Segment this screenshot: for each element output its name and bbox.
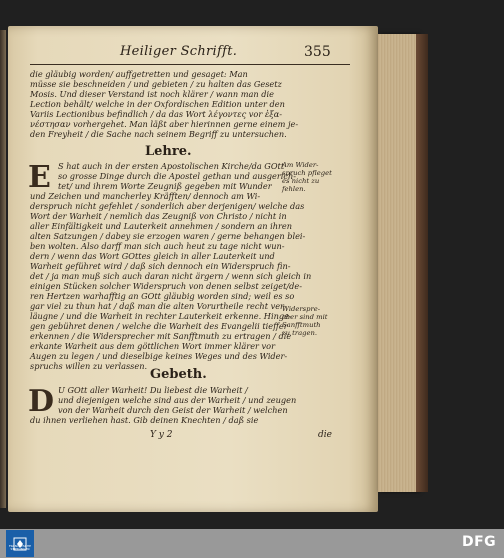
- margin-note-line: spruch pfleget: [282, 169, 332, 177]
- institution-logo-caption: FRANCKESCHE STIFTUNGEN: [8, 544, 32, 551]
- body-line: einigen Stücken solcher Widerspruch von denen selbst zeiget/de-: [30, 281, 302, 291]
- body-line: Mosis. Und dieser Verstand ist noch klärer / wann man die: [30, 89, 274, 99]
- body-line: gar viel zu thun hat / daß man die alten Vorurtheile recht ver-: [30, 301, 287, 311]
- margin-note-line: cher sind mit: [282, 313, 328, 321]
- body-line: Warheit geführet wird / daß sich dennoch ein Widerspruch fin-: [30, 261, 291, 271]
- body-line: tet/ und ihrem Worte Zeugniß gegeben mit Wunder: [58, 181, 272, 191]
- decorated-initial: D: [28, 384, 55, 419]
- body-line: und Zeichen und mancherley Kräfften/ dennoch am Wi-: [30, 191, 261, 201]
- body-line: ren Hertzen warhafftig an GOtt gläubig worden sind; weil es so: [30, 291, 295, 301]
- body-line: erkante Warheit aus dem göttlichen Wort immer klärer vor: [30, 341, 276, 351]
- body-line: von der Warheit durch den Geist der Warheit / welchen: [58, 405, 288, 415]
- body-line: Wort der Warheit / nemlich das Zeugniß von Christo / nicht in: [30, 211, 287, 221]
- body-line: spruchs willen zu verlassen.: [30, 361, 148, 371]
- section-heading-lehre: Lehre.: [145, 144, 192, 159]
- book-cover: [416, 34, 428, 492]
- body-line: Lection behält/ welche in der Oxfordischen Edition unter den: [30, 99, 285, 109]
- running-head: Heiliger Schrifft.: [120, 44, 238, 59]
- page-number: 355: [304, 44, 331, 60]
- body-line: νέστησαν vorhergehet. Man läßt aber hierinnen gerne einem je-: [30, 119, 299, 129]
- body-line: läugne / und die Warheit in rechter Lauterkeit erkenne. Hinge-: [30, 311, 292, 321]
- dfg-logo[interactable]: DFG: [462, 534, 497, 550]
- body-line: den Freyheit / die Sache nach seinem Begriff zu untersuchen.: [30, 129, 287, 139]
- body-line: dern / wenn das Wort GOttes gleich in aller Lauterkeit und: [30, 251, 275, 261]
- catchword: die: [318, 430, 332, 440]
- signature-mark: Y y 2: [150, 430, 173, 440]
- margin-note-line: Sanfftmuth: [282, 321, 321, 329]
- body-line: det / ja man muß sich auch daran nicht ärgern / wenn sich gleich in: [30, 271, 312, 281]
- margin-note-line: zu tragen.: [282, 329, 318, 337]
- body-line: S hat auch in der ersten Apostolischen Kirche/da GOtt: [58, 161, 285, 171]
- body-line: Augen zu legen / und dieselbige keines Weges und des Wider-: [30, 351, 288, 361]
- body-line: die gläubig worden/ auffgetretten und gesaget: Man: [30, 69, 248, 79]
- body-line: derspruch nicht gefehlet / sonderlich aber derjenigen/ welche das: [30, 201, 305, 211]
- decorated-initial: E: [28, 160, 51, 195]
- body-line: Variis Lectionibus befindlich / da das Wort λέγοντες vor ἐξα-: [30, 109, 283, 119]
- body-line: und diejenigen welche sind aus der Warheit / und zeugen: [58, 395, 297, 405]
- body-line: erkennen / die Widersprecher mit Sanfftmuth zu ertragen / die: [30, 331, 292, 341]
- margin-note-line: fehlen.: [282, 185, 306, 193]
- body-line: du ihnen verliehen hast. Gib deinen Knechten / daß sie: [30, 415, 259, 425]
- margin-note-line: es nicht zu: [282, 177, 320, 185]
- body-line: U GOtt aller Warheit! Du liebest die Warheit /: [58, 385, 248, 395]
- body-line: aller Einfältigkeit und Lauterkeit annehmen / sondern an ihren: [30, 221, 293, 231]
- margin-note-line: Am Wider-: [282, 161, 319, 169]
- viewer-footer-bar: [0, 529, 504, 558]
- body-line: gen gebühret denen / welche die Warheit des Evangelii tieffer: [30, 321, 288, 331]
- section-heading-gebeth: Gebeth.: [150, 367, 207, 382]
- header-rule: [30, 64, 350, 65]
- body-line: alten Satzungen / dabey sie erzogen waren / gerne behangen blei-: [30, 231, 306, 241]
- body-line: so grosse Dinge durch die Apostel gethan und ausgerich-: [58, 171, 297, 181]
- left-page-edge: [0, 30, 6, 508]
- margin-note-line: Widerspre-: [282, 305, 321, 313]
- body-line: müsse sie beschneiden / und gebieten / zu halten das Gesetz: [30, 79, 282, 89]
- body-line: ben wolten. Also darff man sich auch heut zu tage nicht wun-: [30, 241, 285, 251]
- page-block-edge: [378, 34, 418, 492]
